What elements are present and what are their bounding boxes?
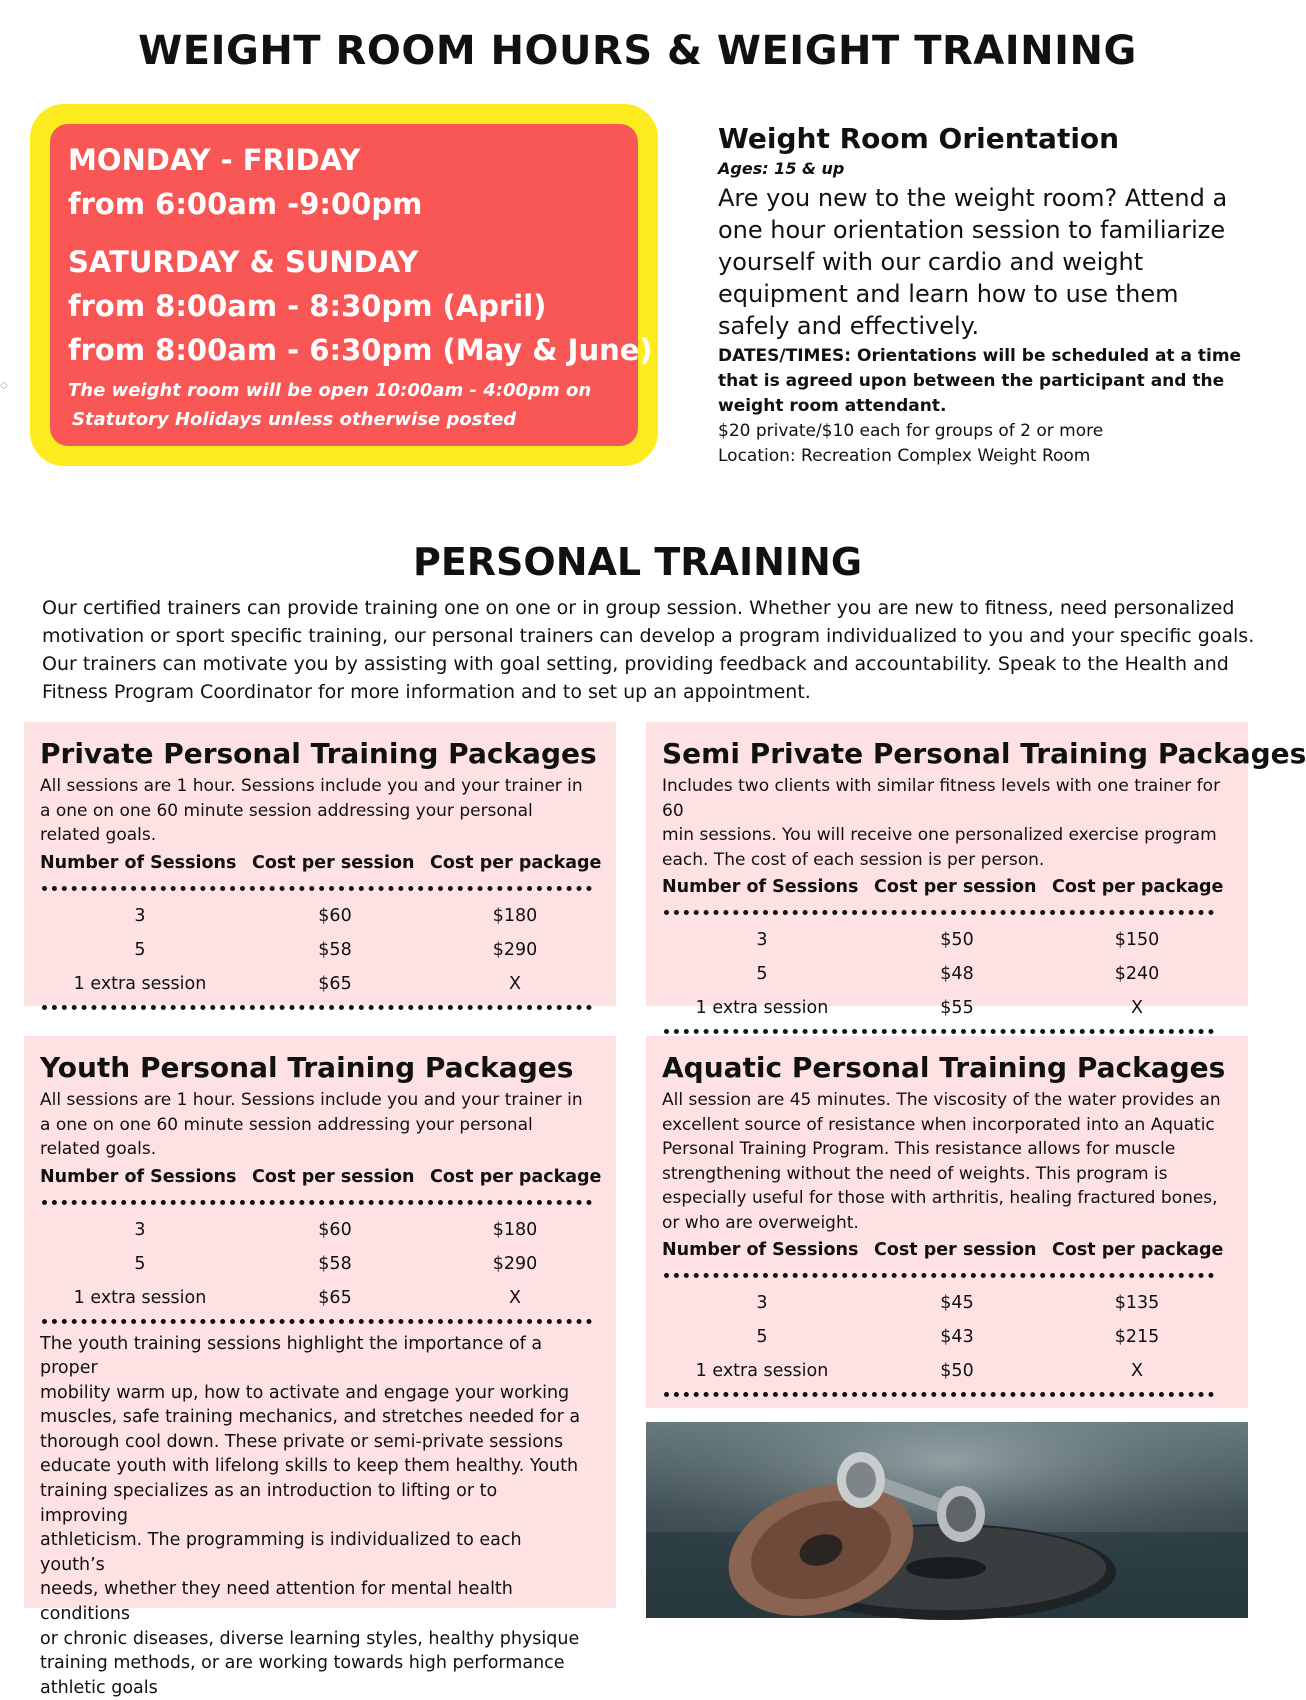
desc-line: especially useful for those with arthritis, healing fractured bones, bbox=[662, 1186, 1232, 1211]
desc-line: min sessions. You will receive one personalized exercise program bbox=[662, 823, 1232, 848]
orientation-body bbox=[718, 182, 1258, 342]
cell-cost-session: $58 bbox=[240, 933, 430, 967]
youth-package-header bbox=[40, 1164, 600, 1190]
semi-private-package-table bbox=[662, 923, 1232, 1025]
weekend-april: from 8:00am - 8:30pm (April) bbox=[68, 284, 620, 328]
private-package-desc bbox=[40, 774, 600, 848]
table-row bbox=[662, 957, 1232, 991]
page-title: WEIGHT ROOM HOURS & WEIGHT TRAINING bbox=[0, 28, 1275, 74]
cell-sessions: 5 bbox=[40, 933, 240, 967]
cell-cost-package: $215 bbox=[1052, 1320, 1222, 1354]
table-row bbox=[662, 1354, 1232, 1388]
weekday-time: from 6:00am -9:00pm bbox=[68, 182, 620, 226]
cell-cost-package: X bbox=[430, 1281, 600, 1315]
margin-mark-icon: ◇ bbox=[0, 380, 8, 391]
cell-cost-package: $180 bbox=[430, 899, 600, 933]
desc-line: excellent source of resistance when incorporated into an Aquatic bbox=[662, 1113, 1232, 1138]
dotted-divider bbox=[42, 1005, 592, 1010]
cell-sessions: 1 extra session bbox=[40, 967, 240, 1001]
cell-sessions: 3 bbox=[662, 1286, 862, 1320]
header-cost-per-package: Cost per package bbox=[1052, 1237, 1222, 1263]
orientation-price: $20 private/$10 each for groups of 2 or more bbox=[718, 419, 1258, 444]
private-package-title: Private Personal Training Packages bbox=[40, 734, 600, 774]
desc-line: All sessions are 1 hour. Sessions include you and your trainer in bbox=[40, 1088, 600, 1113]
cell-cost-session: $65 bbox=[240, 967, 430, 1001]
cell-sessions: 1 extra session bbox=[662, 1354, 862, 1388]
cell-cost-package: X bbox=[1052, 1354, 1222, 1388]
table-row bbox=[40, 1247, 600, 1281]
holiday-note-line2: Statutory Holidays unless otherwise posted bbox=[68, 405, 620, 434]
aquatic-package-header bbox=[662, 1237, 1232, 1263]
cell-cost-session: $45 bbox=[862, 1286, 1052, 1320]
cell-cost-session: $58 bbox=[240, 1247, 430, 1281]
header-cost-per-package: Cost per package bbox=[430, 1164, 600, 1190]
header-cost-per-session: Cost per session bbox=[252, 850, 430, 876]
cell-sessions: 1 extra session bbox=[662, 991, 862, 1025]
semi-private-package-panel bbox=[646, 722, 1248, 1006]
orientation-dates bbox=[718, 344, 1258, 419]
cell-sessions: 5 bbox=[662, 1320, 862, 1354]
cell-sessions: 3 bbox=[662, 923, 862, 957]
weights-illustration-icon bbox=[646, 1422, 1248, 1618]
cell-sessions: 5 bbox=[662, 957, 862, 991]
cell-sessions: 3 bbox=[40, 899, 240, 933]
orientation-location: Location: Recreation Complex Weight Room bbox=[718, 444, 1258, 469]
footer-line: training specializes as an introduction to lifting or to improving bbox=[40, 1479, 590, 1528]
holiday-note-line1: The weight room will be open 10:00am - 4:00pm on bbox=[68, 376, 620, 405]
orientation-section bbox=[718, 120, 1258, 469]
desc-line: Includes two clients with similar fitness levels with one trainer for 60 bbox=[662, 774, 1232, 823]
desc-line: Personal Training Program. This resistance allows for muscle bbox=[662, 1137, 1232, 1162]
table-row bbox=[662, 1286, 1232, 1320]
dotted-divider bbox=[42, 1319, 592, 1324]
private-package-panel bbox=[24, 722, 616, 1006]
table-row bbox=[40, 1213, 600, 1247]
semi-private-package-title: Semi Private Personal Training Packages bbox=[662, 734, 1232, 774]
hours-box bbox=[50, 124, 638, 446]
footer-line: needs, whether they need attention for mental health conditions bbox=[40, 1577, 590, 1626]
header-number-of-sessions: Number of Sessions bbox=[40, 850, 252, 876]
footer-line: muscles, safe training mechanics, and stretches needed for a bbox=[40, 1405, 590, 1430]
header-number-of-sessions: Number of Sessions bbox=[40, 1164, 252, 1190]
cell-sessions: 1 extra session bbox=[40, 1281, 240, 1315]
desc-line: a one on one 60 minute session addressing your personal bbox=[40, 1113, 600, 1138]
footer-line: athleticism. The programming is individualized to each youth’s bbox=[40, 1528, 590, 1577]
private-package-header bbox=[40, 850, 600, 876]
header-cost-per-session: Cost per session bbox=[874, 1237, 1052, 1263]
orientation-body-line: Are you new to the weight room? Attend a bbox=[718, 182, 1258, 214]
cell-cost-session: $65 bbox=[240, 1281, 430, 1315]
table-row bbox=[40, 933, 600, 967]
aquatic-package-table bbox=[662, 1286, 1232, 1388]
aquatic-package-desc bbox=[662, 1088, 1232, 1235]
header-number-of-sessions: Number of Sessions bbox=[662, 1237, 874, 1263]
footer-line: training methods, or are working towards high performance bbox=[40, 1651, 590, 1676]
youth-package-panel bbox=[24, 1036, 616, 1608]
header-cost-per-session: Cost per session bbox=[874, 874, 1052, 900]
weekend-may-june: from 8:00am - 6:30pm (May & June) bbox=[68, 328, 620, 372]
intro-line: Fitness Program Coordinator for more information and to set up an appointment. bbox=[42, 678, 1262, 706]
weekend-label: SATURDAY & SUNDAY bbox=[68, 240, 620, 284]
desc-line: each. The cost of each session is per person. bbox=[662, 848, 1232, 873]
dotted-divider bbox=[42, 886, 592, 891]
intro-line: motivation or sport specific training, our personal trainers can develop a program individualized to you and your specific goals. bbox=[42, 622, 1262, 650]
cell-cost-package: $290 bbox=[430, 1247, 600, 1281]
private-package-table bbox=[40, 899, 600, 1001]
personal-training-intro bbox=[42, 594, 1262, 706]
cell-cost-session: $50 bbox=[862, 1354, 1052, 1388]
table-row bbox=[662, 923, 1232, 957]
header-cost-per-session: Cost per session bbox=[252, 1164, 430, 1190]
dotted-divider bbox=[664, 910, 1214, 915]
cell-cost-package: $135 bbox=[1052, 1286, 1222, 1320]
dotted-divider bbox=[664, 1029, 1214, 1034]
desc-line: strengthening without the need of weights. This program is bbox=[662, 1162, 1232, 1187]
desc-line: All session are 45 minutes. The viscosity of the water provides an bbox=[662, 1088, 1232, 1113]
cell-sessions: 3 bbox=[40, 1213, 240, 1247]
table-row bbox=[40, 967, 600, 1001]
dotted-divider bbox=[42, 1200, 592, 1205]
dotted-divider bbox=[664, 1273, 1214, 1278]
cell-cost-session: $60 bbox=[240, 1213, 430, 1247]
header-number-of-sessions: Number of Sessions bbox=[662, 874, 874, 900]
cell-cost-session: $50 bbox=[862, 923, 1052, 957]
weight-plates-dumbbells-photo bbox=[646, 1422, 1248, 1618]
cell-cost-package: X bbox=[1052, 991, 1222, 1025]
orientation-dates-line: weight room attendant. bbox=[718, 394, 1258, 419]
cell-cost-package: X bbox=[430, 967, 600, 1001]
table-row bbox=[662, 1320, 1232, 1354]
table-row bbox=[40, 899, 600, 933]
orientation-body-line: safely and effectively. bbox=[718, 310, 1258, 342]
orientation-body-line: one hour orientation session to familiarize bbox=[718, 214, 1258, 246]
youth-package-title: Youth Personal Training Packages bbox=[40, 1048, 600, 1088]
footer-line: thorough cool down. These private or semi-private sessions bbox=[40, 1430, 590, 1455]
orientation-ages: Ages: 15 & up bbox=[718, 158, 1258, 180]
footer-line: or chronic diseases, diverse learning styles, healthy physique bbox=[40, 1627, 590, 1652]
cell-cost-package: $240 bbox=[1052, 957, 1222, 991]
header-cost-per-package: Cost per package bbox=[430, 850, 600, 876]
aquatic-package-title: Aquatic Personal Training Packages bbox=[662, 1048, 1232, 1088]
desc-line: or who are overweight. bbox=[662, 1211, 1232, 1236]
cell-cost-package: $150 bbox=[1052, 923, 1222, 957]
footer-line: mobility warm up, how to activate and engage your working bbox=[40, 1381, 590, 1406]
header-cost-per-package: Cost per package bbox=[1052, 874, 1222, 900]
orientation-dates-line: that is agreed upon between the participant and the bbox=[718, 369, 1258, 394]
weekday-label: MONDAY - FRIDAY bbox=[68, 138, 620, 182]
footer-line: educate youth with lifelong skills to keep them healthy. Youth bbox=[40, 1454, 590, 1479]
semi-private-package-desc bbox=[662, 774, 1232, 872]
orientation-body-line: equipment and learn how to use them bbox=[718, 278, 1258, 310]
semi-private-package-header bbox=[662, 874, 1232, 900]
aquatic-package-panel bbox=[646, 1036, 1248, 1408]
cell-cost-session: $55 bbox=[862, 991, 1052, 1025]
footer-line: The youth training sessions highlight the importance of a proper bbox=[40, 1332, 590, 1381]
orientation-dates-line: DATES/TIMES: Orientations will be scheduled at a time bbox=[718, 344, 1258, 369]
table-row bbox=[40, 1281, 600, 1315]
cell-cost-package: $180 bbox=[430, 1213, 600, 1247]
personal-training-title: PERSONAL TRAINING bbox=[0, 540, 1275, 584]
orientation-title: Weight Room Orientation bbox=[718, 120, 1258, 158]
youth-package-table bbox=[40, 1213, 600, 1315]
desc-line: related goals. bbox=[40, 823, 600, 848]
youth-package-footer bbox=[40, 1332, 600, 1700]
intro-line: Our trainers can motivate you by assisting with goal setting, providing feedback and accountability. Speak to the Health and bbox=[42, 650, 1262, 678]
cell-cost-session: $43 bbox=[862, 1320, 1052, 1354]
intro-line: Our certified trainers can provide training one on one or in group session. Whether you are new to fitness, need personalized bbox=[42, 594, 1262, 622]
orientation-body-line: yourself with our cardio and weight bbox=[718, 246, 1258, 278]
dotted-divider bbox=[664, 1392, 1214, 1397]
cell-cost-session: $48 bbox=[862, 957, 1052, 991]
desc-line: All sessions are 1 hour. Sessions include you and your trainer in bbox=[40, 774, 600, 799]
table-row bbox=[662, 991, 1232, 1025]
cell-sessions: 5 bbox=[40, 1247, 240, 1281]
desc-line: related goals. bbox=[40, 1137, 600, 1162]
cell-cost-package: $290 bbox=[430, 933, 600, 967]
desc-line: a one on one 60 minute session addressing your personal bbox=[40, 799, 600, 824]
footer-line: athletic goals bbox=[40, 1676, 590, 1700]
youth-package-desc bbox=[40, 1088, 600, 1162]
cell-cost-session: $60 bbox=[240, 899, 430, 933]
